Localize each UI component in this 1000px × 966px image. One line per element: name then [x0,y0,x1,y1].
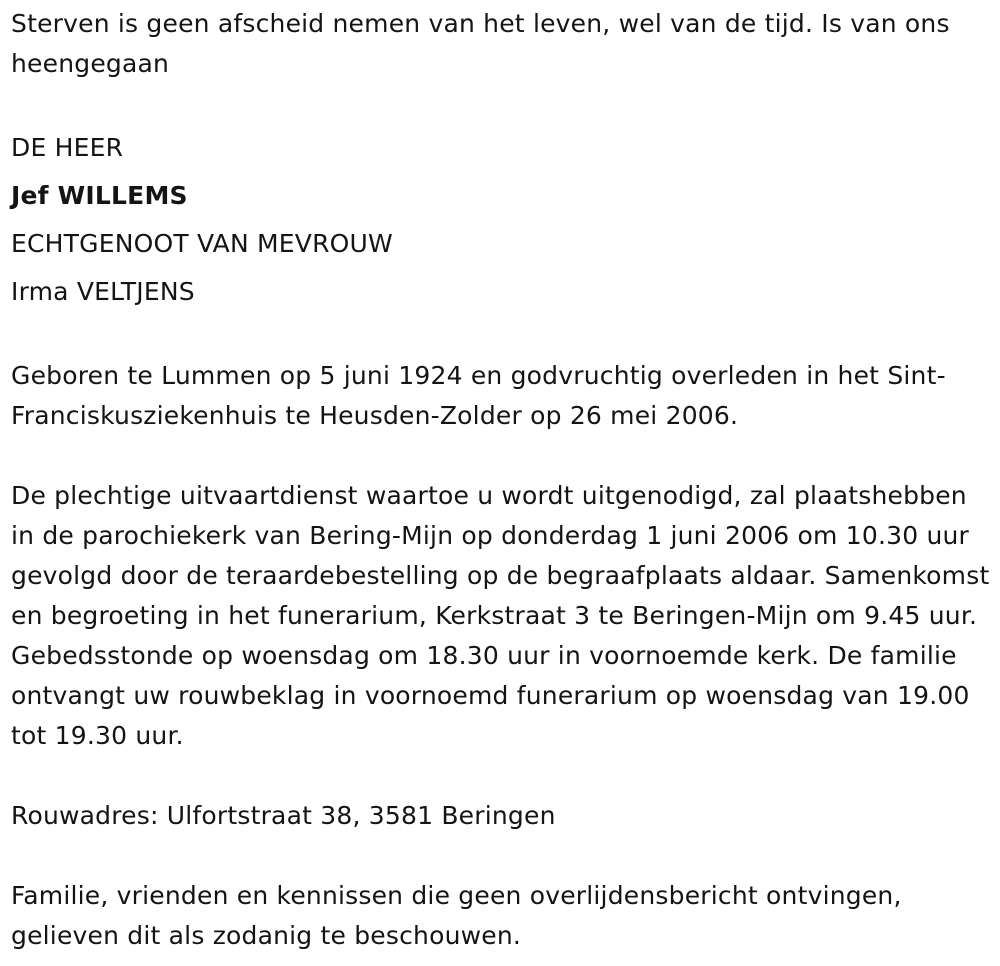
intro-text: Sterven is geen afscheid nemen van het leven, wel van de tijd. Is van ons heengegaan [11,9,950,78]
obituary-notice [11,4,996,956]
closing-paragraph: Familie, vrienden en kennissen die geen overlijdensbericht ontvingen, gelieven dit als zodanig te beschouwen. [11,881,902,950]
deceased-name: Jef WILLEMS [11,181,188,210]
spacer [11,436,996,476]
ceremony-paragraph: De plechtige uitvaartdienst waartoe u wordt uitgenodigd, zal plaatshebben in de parochiekerk van Bering-Mijn op donderdag 1 juni 2006 om 10.30 uur gevolgd door de teraardebestelling op de begraafplaats aldaar. Samenkomst en begroeting in het funerarium, Kerkstraat 3 te Beringen-Mijn om 9.45 uur. Gebedsstonde op woensdag om 18.30 uur in voornoemde kerk. De familie ontvangt uw rouwbeklag in voornoemd funerarium op woensdag van 19.00 tot 19.30 uur. [11,481,990,750]
spacer [11,836,996,876]
title-line: DE HEER [11,133,124,162]
address-line: Rouwadres: Ulfortstraat 38, 3581 Beringen [11,801,556,830]
spacer [11,756,996,796]
spacer [11,84,996,124]
spouse-name: Irma VELTJENS [11,277,195,306]
spouse-label: ECHTGENOOT VAN MEVROUW [11,229,393,258]
birth-death-paragraph: Geboren te Lummen op 5 juni 1924 en godvruchtig overleden in het Sint-Franciskusziekenhuis te Heusden-Zolder op 26 mei 2006. [11,361,946,430]
spacer [11,316,996,356]
